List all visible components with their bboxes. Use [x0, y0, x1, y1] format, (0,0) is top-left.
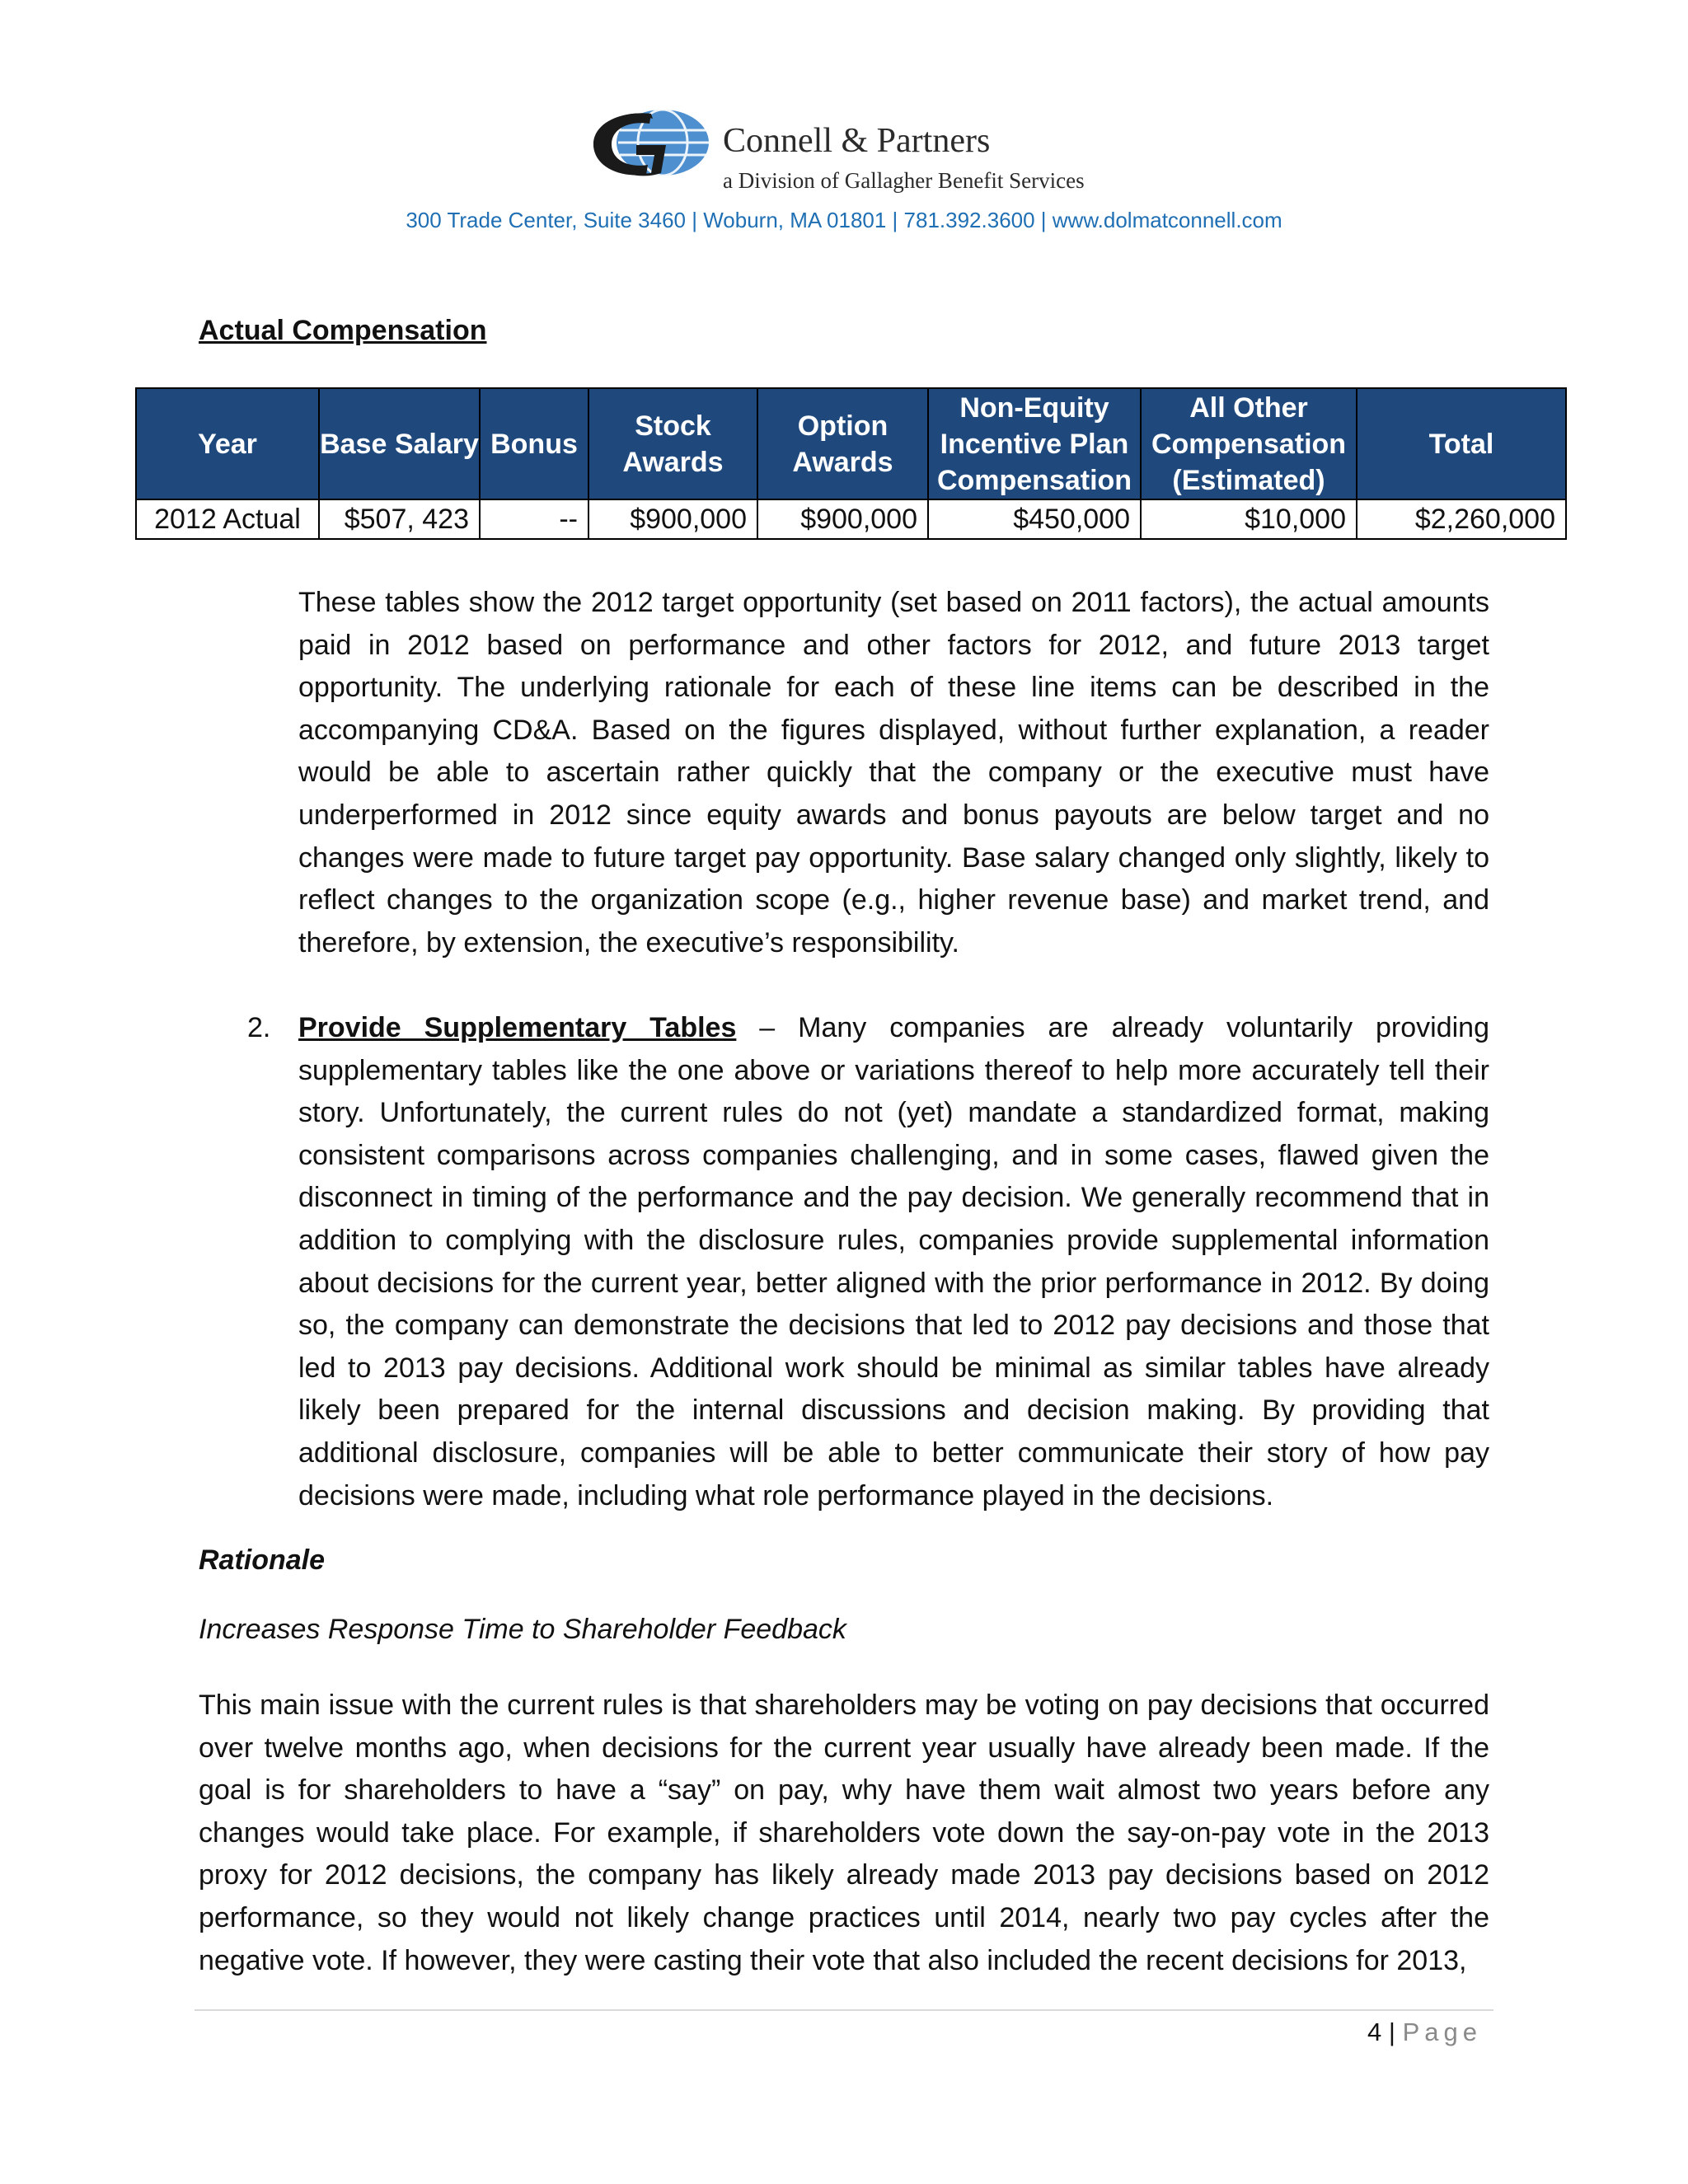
table-cell: 2012 Actual	[136, 499, 319, 539]
column-header: Option Awards	[757, 388, 928, 499]
rationale-heading: Rationale	[199, 1544, 326, 1576]
company-subtitle: a Division of Gallagher Benefit Services	[723, 168, 1085, 193]
body-paragraph: This main issue with the current rules is that shareholders may be voting on pay decisions that occurred over twelve months ago, when decisions for the current year usually have already been made. If the goal is for shareholders to have a “say” on pay, why have them wait almost two years before any changes would take place. For example, if shareholders vote down the say-on-pay vote in the 2013 proxy for 2012 decisions, the company has likely already made 2013 pay decisions based on 2012 performance, so they would not likely change practices until 2014, nearly two pay cycles after the negative vote. If however, they were casting their vote that also included the recent decisions for 2013,	[199, 1690, 1489, 1976]
column-header: Non-Equity Incentive Plan Compensation	[928, 388, 1141, 499]
company-name: Connell & Partners	[723, 122, 991, 160]
body-paragraph: These tables show the 2012 target opportunity (set based on 2011 factors), the actual amounts paid in 2012 based on performance and other factors for 2012, and future 2013 target opportunity. The underlying rationale for each of these line items can be described in the accompanying CD&A. Based on the figures displayed, without further explanation, a reader would be able to ascertain rather quickly that the company or the executive must have underperformed in 2012 since equity awards and bonus payouts are below target and no changes were made to future target pay opportunity. Base salary changed only slightly, likely to reflect changes to the organization scope (e.g., higher revenue base) and market trend, and therefore, by extension, the executive’s responsibility.	[298, 587, 1489, 958]
letterhead-address: 300 Trade Center, Suite 3460 | Woburn, MA 01801 | 781.392.3600 | www.dolmatconnell.com	[406, 208, 1282, 232]
column-header: Base Salary	[319, 388, 480, 499]
table-cell: $900,000	[757, 499, 928, 539]
brand-block	[723, 122, 1085, 193]
table-row	[136, 499, 1566, 539]
table-cell: $450,000	[928, 499, 1141, 539]
list-item-title: Provide Supplementary Tables	[298, 1012, 737, 1043]
compensation-table	[135, 387, 1567, 540]
footer-divider	[195, 2009, 1493, 2011]
table-cell: $2,260,000	[1357, 499, 1566, 539]
page-number: 4	[1367, 2018, 1382, 2046]
footer-separator: |	[1388, 2018, 1395, 2046]
section-title: Actual Compensation	[199, 315, 487, 346]
column-header: All Other Compensation (Estimated)	[1141, 388, 1357, 499]
list-item-text: – Many companies are already voluntarily providing supplementary tables like the one above or variations thereof to help more accurately tell their story. Unfortunately, the current rules do not (yet) mandate a standardized format, making consistent comparisons across companies challenging, and in some cases, flawed given the disconnect in timing of the performance and the pay decision. We generally recommend that in addition to complying with the disclosure rules, companies provide supplemental information about decisions for the current year, better aligned with the prior performance in 2012. By doing so, the company can demonstrate the decisions that led to 2012 pay decisions and those that led to 2013 pay decisions. Additional work should be minimal as similar tables have already likely been prepared for the internal discussions and decision making. By providing that additional disclosure, companies will be able to better communicate their story of how pay decisions were made, including what role performance played in the decisions.	[298, 1012, 1489, 1511]
column-header: Stock Awards	[588, 388, 757, 499]
list-number: 2.	[247, 1012, 271, 1043]
company-logo-icon	[587, 105, 710, 180]
table-header-row	[136, 388, 1566, 499]
page-label: Page	[1402, 2018, 1482, 2046]
column-header: Bonus	[480, 388, 588, 499]
column-header: Year	[136, 388, 319, 499]
table-cell: $507, 423	[319, 499, 480, 539]
column-header: Total	[1357, 388, 1566, 499]
subheading: Increases Response Time to Shareholder Feedback	[199, 1614, 846, 1645]
page-footer	[1367, 2018, 1482, 2047]
table-cell: $10,000	[1141, 499, 1357, 539]
table-cell: $900,000	[588, 499, 757, 539]
list-item-paragraph	[298, 1007, 1489, 1517]
table-cell: --	[480, 499, 588, 539]
